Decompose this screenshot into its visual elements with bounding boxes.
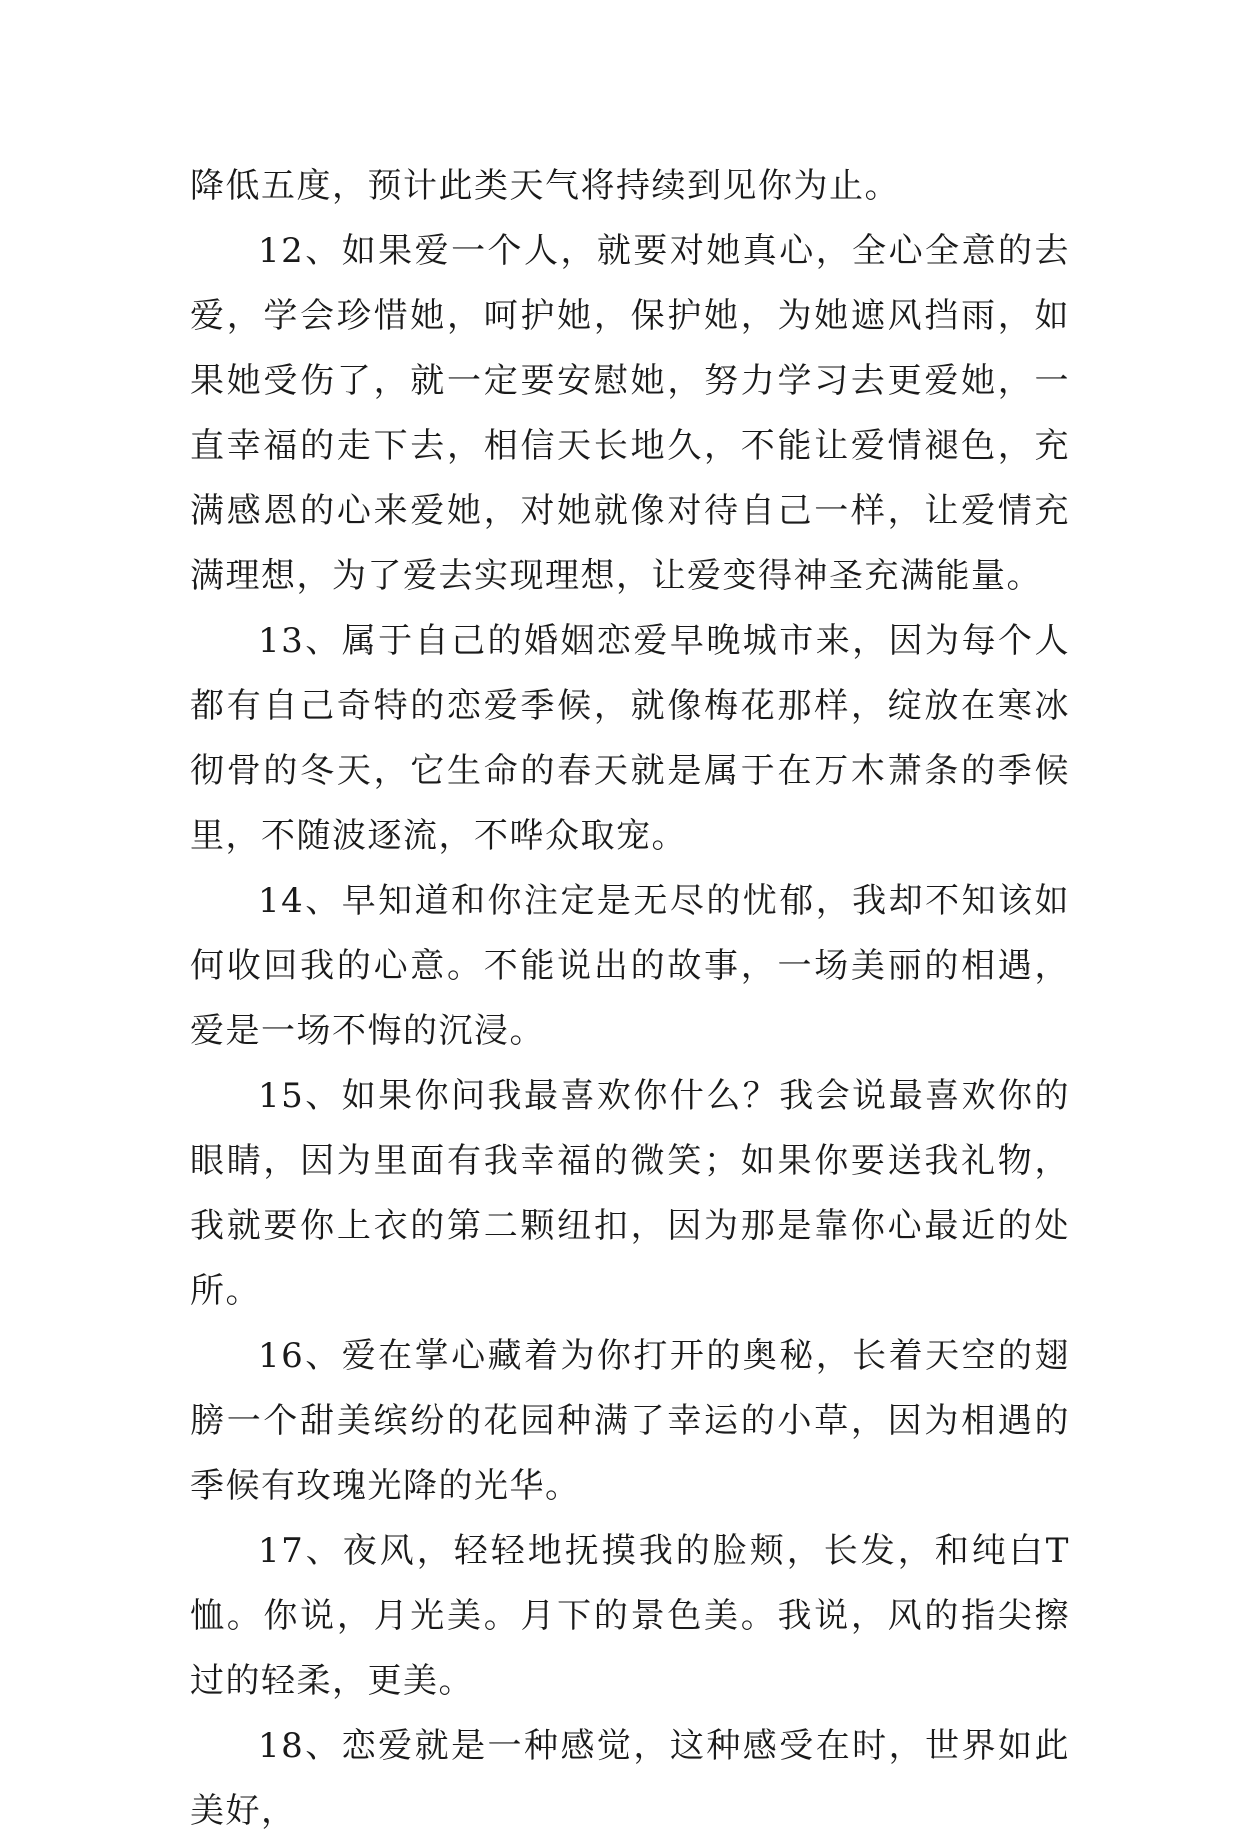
paragraph-14: 14、早知道和你注定是无尽的忧郁，我却不知该如何收回我的心意。不能说出的故事，一场美丽的相遇，爱是一场不悔的沉浸。 [190,881,1070,1051]
paragraph-15: 15、如果你问我最喜欢你什么？我会说最喜欢你的眼睛，因为里面有我幸福的微笑；如果你要送我礼物，我就要你上衣的第二颗纽扣，因为那是靠你心最近的处所。 [190,1076,1070,1311]
paragraph-17: 17、夜风，轻轻地抚摸我的脸颊，长发，和纯白T恤。你说，月光美。月下的景色美。我说，风的指尖擦过的轻柔，更美。 [190,1531,1070,1701]
paragraph-18: 18、恋爱就是一种感觉，这种感受在时，世界如此美好， [190,1726,1070,1831]
paragraph-13: 13、属于自己的婚姻恋爱早晚城市来，因为每个人都有自己奇特的恋爱季候，就像梅花那样，绽放在寒冰彻骨的冬天，它生命的春天就是属于在万木萧条的季候里，不随波逐流，不哗众取宠。 [190,621,1070,856]
paragraph-continued: 降低五度，预计此类天气将持续到见你为止。 [190,166,900,206]
document-body [190,154,1070,1844]
paragraph-16: 16、爱在掌心藏着为你打开的奥秘，长着天空的翅膀一个甜美缤纷的花园种满了幸运的小草，因为相遇的季候有玫瑰光降的光华。 [190,1336,1070,1506]
paragraph-12: 12、如果爱一个人，就要对她真心，全心全意的去爱，学会珍惜她，呵护她，保护她，为她遮风挡雨，如果她受伤了，就一定要安慰她，努力学习去更爱她，一直幸福的走下去，相信天长地久，不能让爱情褪色，充满感恩的心来爱她，对她就像对待自己一样，让爱情充满理想，为了爱去实现理想，让爱变得神圣充满能量。 [190,231,1070,596]
